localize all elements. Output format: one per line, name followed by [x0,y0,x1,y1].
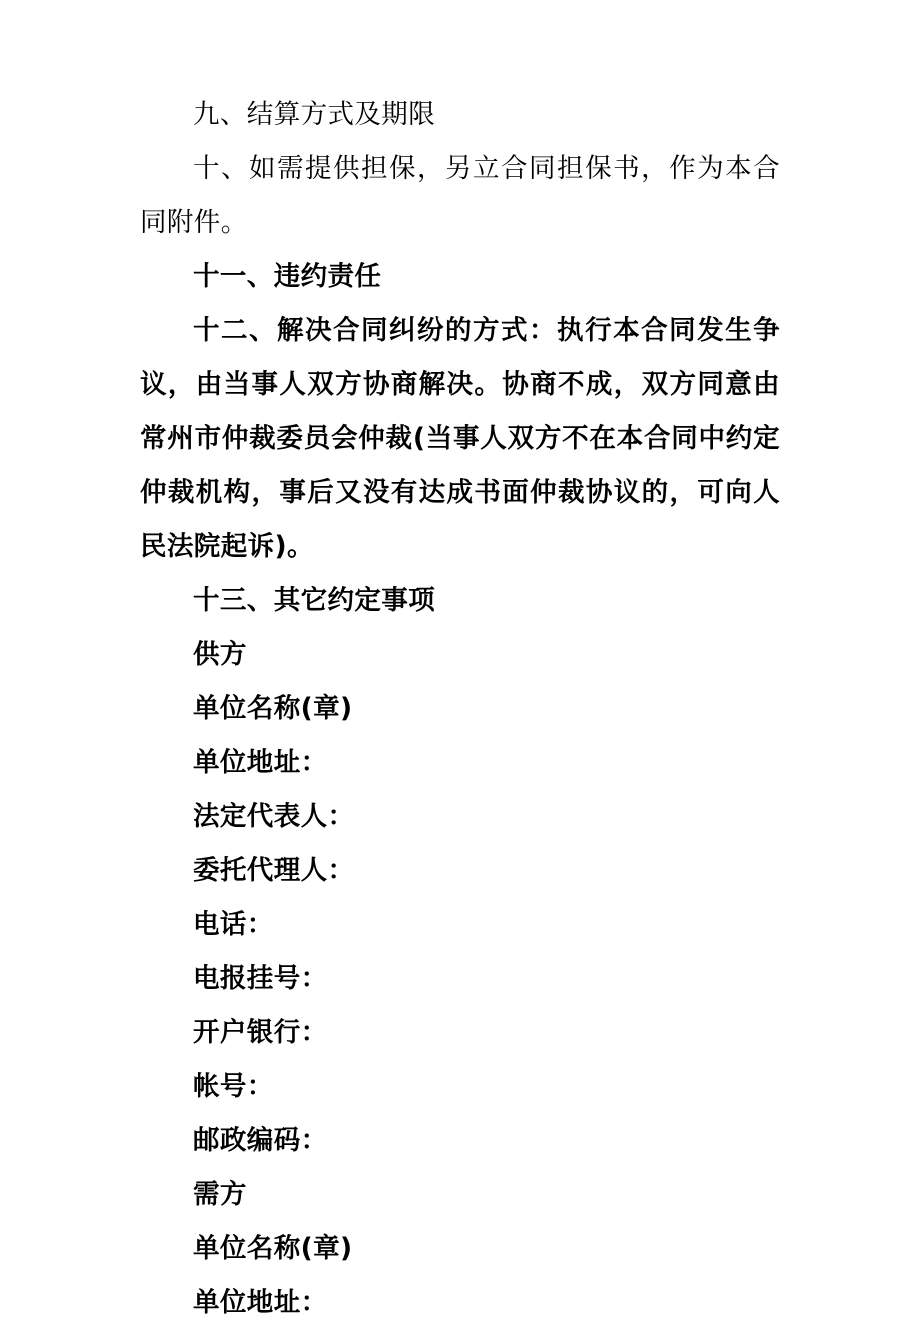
paragraph-supplier-unit-address: 单位地址： [193,747,328,778]
paragraph-buyer-unit-name: 单位名称(章) [193,1233,353,1264]
paragraph-supplier-bank: 开户银行： [193,1017,328,1048]
paragraph-buyer-heading: 需方 [193,1179,247,1210]
paragraph-supplier-unit-name: 单位名称(章) [193,693,353,724]
paragraph-clause-13: 十三、其它约定事项 [193,585,436,616]
paragraph-buyer-unit-address: 单位地址： [193,1287,328,1318]
paragraph-supplier-phone: 电话： [193,909,274,940]
document-body [140,88,780,1330]
paragraph-clause-9: 九、结算方式及期限 [193,99,436,130]
paragraph-clause-12: 十二、解决合同纠纷的方式：执行本合同发生争议，由当事人双方协商解决。协商不成，双方同意由常州市仲裁委员会仲裁(当事人双方不在本合同中约定仲裁机构，事后又没有达成书面仲裁协议的，可向人民法院起诉)。 [140,315,780,562]
paragraph-clause-10: 十、如需提供担保，另立合同担保书，作为本合同附件。 [140,153,780,238]
paragraph-supplier-agent: 委托代理人： [193,855,355,886]
paragraph-supplier-account: 帐号： [193,1071,274,1102]
paragraph-supplier-telegram: 电报挂号： [193,963,328,994]
paragraph-supplier-heading: 供方 [193,639,247,670]
paragraph-clause-11: 十一、违约责任 [193,261,382,292]
paragraph-supplier-legal-rep: 法定代表人： [193,801,355,832]
paragraph-supplier-postcode: 邮政编码： [193,1125,328,1156]
